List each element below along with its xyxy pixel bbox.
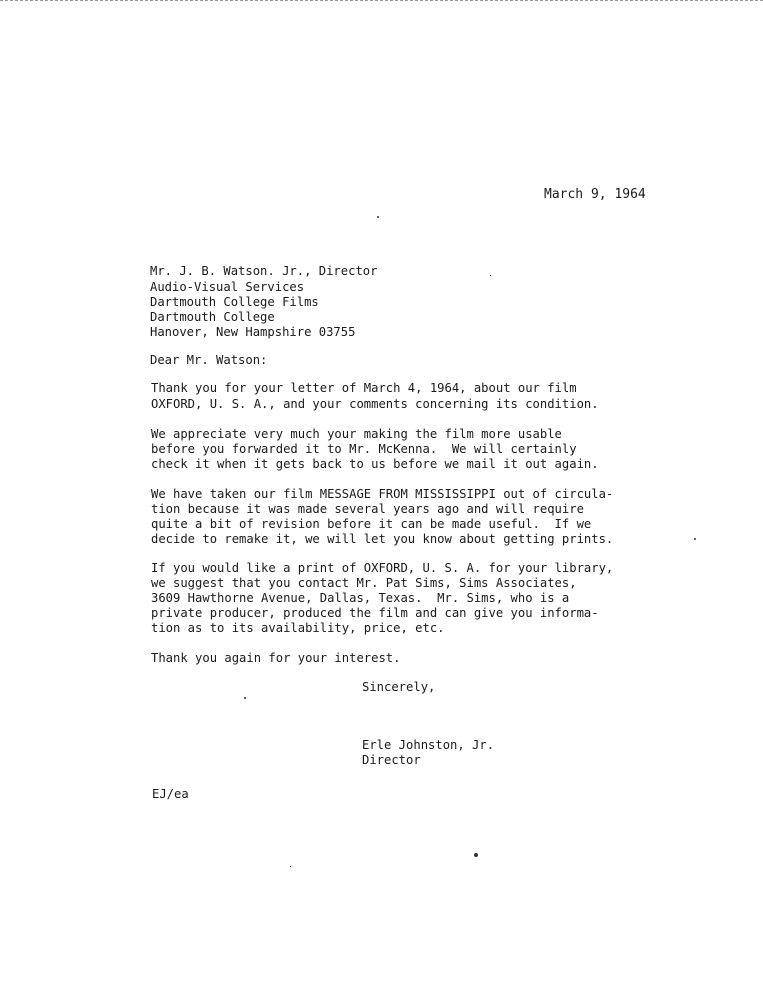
closing-thanks: Thank you again for your interest. xyxy=(151,651,401,665)
signer-name: Erle Johnston, Jr. xyxy=(362,738,495,752)
paragraph-line: before you forwarded it to Mr. McKenna. We will certainly xyxy=(151,442,577,456)
page-top-border xyxy=(0,0,763,1)
recipient-line-2: Audio-Visual Services xyxy=(150,280,305,294)
recipient-line-1: Mr. J. B. Watson. Jr., Director xyxy=(150,264,378,278)
recipient-line-5: Hanover, New Hampshire 03755 xyxy=(150,325,356,339)
paragraph-line: we suggest that you contact Mr. Pat Sims, Sims Associates, xyxy=(151,576,577,590)
paragraph-line: 3609 Hawthorne Avenue, Dallas, Texas. Mr. Sims, who is a xyxy=(151,591,570,605)
paragraph-line: Thank you for your letter of March 4, 1964, about our film xyxy=(151,381,577,395)
paragraph-line: tion because it was made several years ago and will require xyxy=(151,502,584,516)
paragraph-line: If you would like a print of OXFORD, U. S. A. for your library, xyxy=(151,561,614,575)
signer-title: Director xyxy=(362,753,421,767)
typist-initials: EJ/ea xyxy=(152,787,189,801)
paragraph-line: tion as to its availability, price, etc. xyxy=(151,621,445,635)
paragraph-line: OXFORD, U. S. A., and your comments concerning its condition. xyxy=(151,397,599,411)
paragraph-line: decide to remake it, we will let you know about getting prints. xyxy=(151,532,614,546)
valediction: Sincerely, xyxy=(362,680,436,694)
recipient-line-3: Dartmouth College Films xyxy=(150,295,319,309)
paragraph-line: private producer, produced the film and can give you informa- xyxy=(151,606,599,620)
paragraph-line: We have taken our film MESSAGE FROM MISSISSIPPI out of circula- xyxy=(151,487,614,501)
recipient-line-4: Dartmouth College xyxy=(150,310,275,324)
letter-date: March 9, 1964 xyxy=(544,187,646,202)
paragraph-line: check it when it gets back to us before we mail it out again. xyxy=(151,457,599,471)
paragraph-line: We appreciate very much your making the film more usable xyxy=(151,427,562,441)
scan-speck xyxy=(474,853,478,857)
scan-speck xyxy=(377,216,379,218)
scan-speck xyxy=(490,275,491,276)
salutation: Dear Mr. Watson: xyxy=(150,353,268,367)
scan-speck xyxy=(244,697,246,699)
paragraph-line: quite a bit of revision before it can be made useful. If we xyxy=(151,517,592,531)
scan-speck xyxy=(290,866,291,867)
scan-speck xyxy=(694,538,696,540)
